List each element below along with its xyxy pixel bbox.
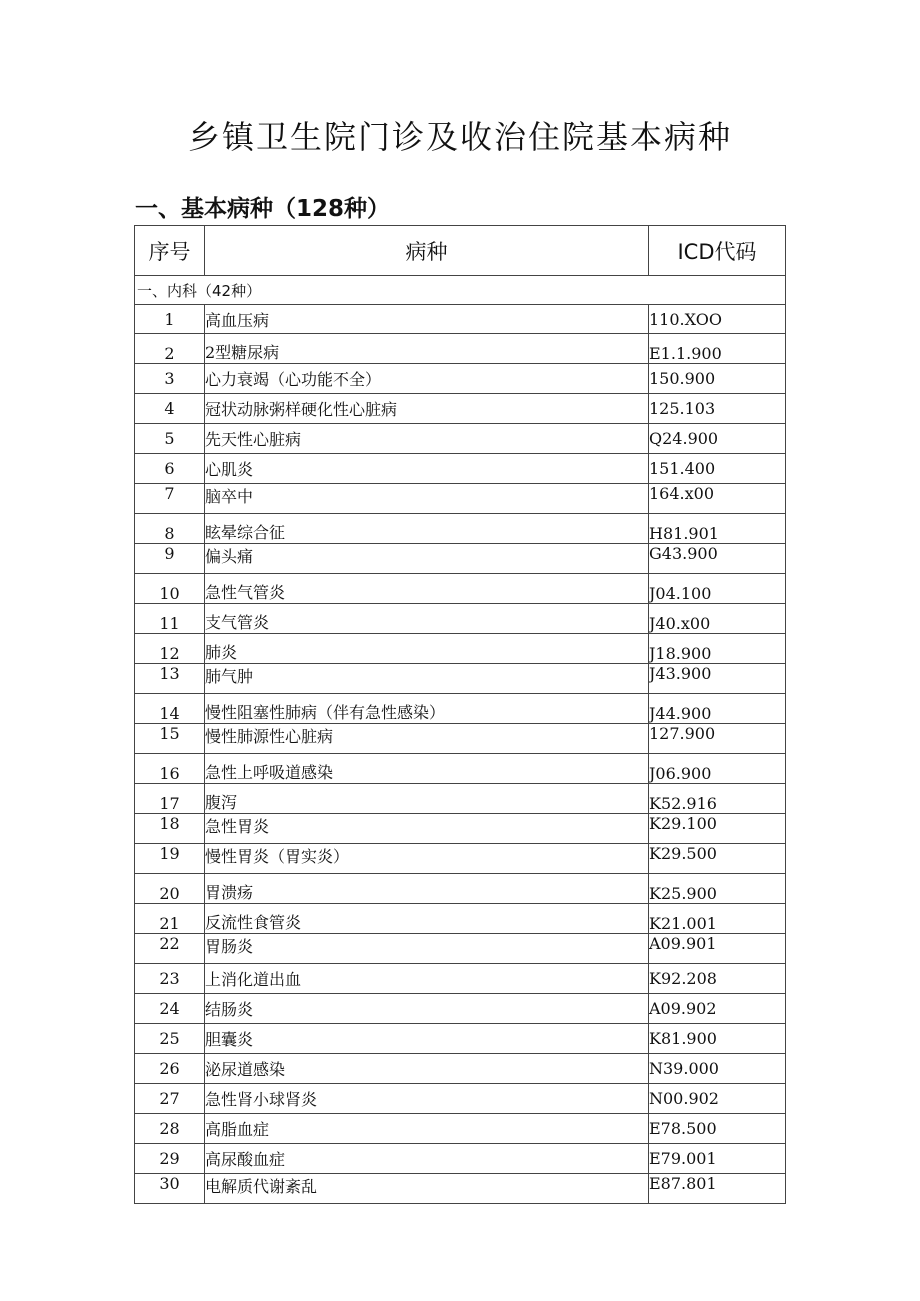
row-num: 4	[135, 394, 205, 424]
row-disease-name: 急性肾小球肾炎	[205, 1084, 649, 1114]
row-num: 15	[135, 724, 205, 754]
row-icd-code: N39.000	[649, 1054, 786, 1084]
row-disease-name: 急性上呼吸道感染	[205, 754, 649, 784]
table-row	[135, 484, 786, 514]
row-disease-name: 泌尿道感染	[205, 1054, 649, 1084]
row-icd-code: A09.901	[649, 934, 786, 964]
row-disease-name: 慢性胃炎（胃实炎）	[205, 844, 649, 874]
table-row	[135, 814, 786, 844]
row-icd-code: G43.900	[649, 544, 786, 574]
row-icd-code: Q24.900	[649, 424, 786, 454]
disease-table	[134, 225, 786, 1204]
row-disease-name: 脑卒中	[205, 484, 649, 514]
row-icd-code: K25.900	[649, 874, 786, 904]
table-row	[135, 604, 786, 634]
table-row	[135, 514, 786, 544]
table-row	[135, 1084, 786, 1114]
row-icd-code: K29.100	[649, 814, 786, 844]
row-icd-code: K21.001	[649, 904, 786, 934]
row-icd-code: 151.400	[649, 454, 786, 484]
row-disease-name: 结肠炎	[205, 994, 649, 1024]
row-num: 24	[135, 994, 205, 1024]
row-num: 25	[135, 1024, 205, 1054]
row-num: 21	[135, 904, 205, 934]
category-label: 一、内科（42种）	[135, 276, 786, 305]
row-icd-code: J18.900	[649, 634, 786, 664]
table-row	[135, 1024, 786, 1054]
row-icd-code: N00.902	[649, 1084, 786, 1114]
row-icd-code: K81.900	[649, 1024, 786, 1054]
row-icd-code: K52.916	[649, 784, 786, 814]
table-row	[135, 844, 786, 874]
row-icd-code: J04.100	[649, 574, 786, 604]
row-num: 10	[135, 574, 205, 604]
table-row	[135, 1144, 786, 1174]
row-disease-name: 高脂血症	[205, 1114, 649, 1144]
table-row	[135, 934, 786, 964]
row-num: 11	[135, 604, 205, 634]
row-num: 30	[135, 1174, 205, 1204]
row-num: 6	[135, 454, 205, 484]
table-row	[135, 874, 786, 904]
row-num: 14	[135, 694, 205, 724]
table-row	[135, 305, 786, 334]
section-heading: 一、基本病种（128种）	[135, 196, 391, 222]
table-row	[135, 544, 786, 574]
table-row	[135, 994, 786, 1024]
row-icd-code: 127.900	[649, 724, 786, 754]
table-row	[135, 904, 786, 934]
row-disease-name: 上消化道出血	[205, 964, 649, 994]
row-num: 13	[135, 664, 205, 694]
row-num: 8	[135, 514, 205, 544]
header-code: ICD代码	[649, 226, 786, 276]
row-num: 18	[135, 814, 205, 844]
row-num: 22	[135, 934, 205, 964]
row-disease-name: 腹泻	[205, 784, 649, 814]
table-row	[135, 454, 786, 484]
table-row	[135, 694, 786, 724]
row-disease-name: 胃溃疡	[205, 874, 649, 904]
table-row	[135, 574, 786, 604]
row-disease-name: 急性胃炎	[205, 814, 649, 844]
table-row	[135, 754, 786, 784]
table-row	[135, 424, 786, 454]
table-row	[135, 1054, 786, 1084]
row-num: 29	[135, 1144, 205, 1174]
row-disease-name: 电解质代谢紊乱	[205, 1174, 649, 1204]
row-disease-name: 慢性肺源性心脏病	[205, 724, 649, 754]
header-num: 序号	[135, 226, 205, 276]
row-disease-name: 反流性食管炎	[205, 904, 649, 934]
row-disease-name: 高尿酸血症	[205, 1144, 649, 1174]
row-num: 9	[135, 544, 205, 574]
row-icd-code: E1.1.900	[649, 334, 786, 364]
row-icd-code: H81.901	[649, 514, 786, 544]
row-disease-name: 眩晕综合征	[205, 514, 649, 544]
row-num: 20	[135, 874, 205, 904]
row-disease-name: 偏头痛	[205, 544, 649, 574]
row-num: 5	[135, 424, 205, 454]
row-disease-name: 胃肠炎	[205, 934, 649, 964]
row-num: 16	[135, 754, 205, 784]
row-num: 2	[135, 334, 205, 364]
table-row	[135, 334, 786, 364]
row-disease-name: 心肌炎	[205, 454, 649, 484]
row-icd-code: E79.001	[649, 1144, 786, 1174]
row-disease-name: 高血压病	[205, 305, 649, 334]
row-disease-name: 肺气肿	[205, 664, 649, 694]
row-num: 17	[135, 784, 205, 814]
table-row	[135, 784, 786, 814]
row-disease-name: 冠状动脉粥样硬化性心脏病	[205, 394, 649, 424]
table-row	[135, 394, 786, 424]
row-num: 26	[135, 1054, 205, 1084]
row-icd-code: J44.900	[649, 694, 786, 724]
row-num: 28	[135, 1114, 205, 1144]
row-disease-name: 胆囊炎	[205, 1024, 649, 1054]
row-icd-code: E78.500	[649, 1114, 786, 1144]
row-num: 27	[135, 1084, 205, 1114]
row-disease-name: 肺炎	[205, 634, 649, 664]
row-icd-code: 150.900	[649, 364, 786, 394]
row-icd-code: A09.902	[649, 994, 786, 1024]
table-row	[135, 634, 786, 664]
row-num: 3	[135, 364, 205, 394]
row-num: 23	[135, 964, 205, 994]
table-row	[135, 724, 786, 754]
row-disease-name: 急性气管炎	[205, 574, 649, 604]
row-icd-code: 110.XOO	[649, 305, 786, 334]
table-row	[135, 364, 786, 394]
row-num: 12	[135, 634, 205, 664]
table-header-row	[135, 226, 786, 276]
row-num: 1	[135, 305, 205, 334]
document-title: 乡镇卫生院门诊及收治住院基本病种	[187, 118, 732, 156]
table-row	[135, 964, 786, 994]
row-num: 7	[135, 484, 205, 514]
table-row	[135, 1174, 786, 1204]
row-icd-code: J06.900	[649, 754, 786, 784]
row-icd-code: K92.208	[649, 964, 786, 994]
row-icd-code: E87.801	[649, 1174, 786, 1204]
row-disease-name: 心力衰竭（心功能不全）	[205, 364, 649, 394]
row-icd-code: J40.x00	[649, 604, 786, 634]
row-icd-code: J43.900	[649, 664, 786, 694]
row-disease-name: 先天性心脏病	[205, 424, 649, 454]
row-num: 19	[135, 844, 205, 874]
row-icd-code: 125.103	[649, 394, 786, 424]
row-icd-code: 164.x00	[649, 484, 786, 514]
row-disease-name: 2型糖尿病	[205, 334, 649, 364]
row-icd-code: K29.500	[649, 844, 786, 874]
table-row	[135, 1114, 786, 1144]
row-disease-name: 慢性阻塞性肺病（伴有急性感染）	[205, 694, 649, 724]
table-row	[135, 664, 786, 694]
category-row	[135, 276, 786, 305]
row-disease-name: 支气管炎	[205, 604, 649, 634]
header-name: 病种	[205, 226, 649, 276]
